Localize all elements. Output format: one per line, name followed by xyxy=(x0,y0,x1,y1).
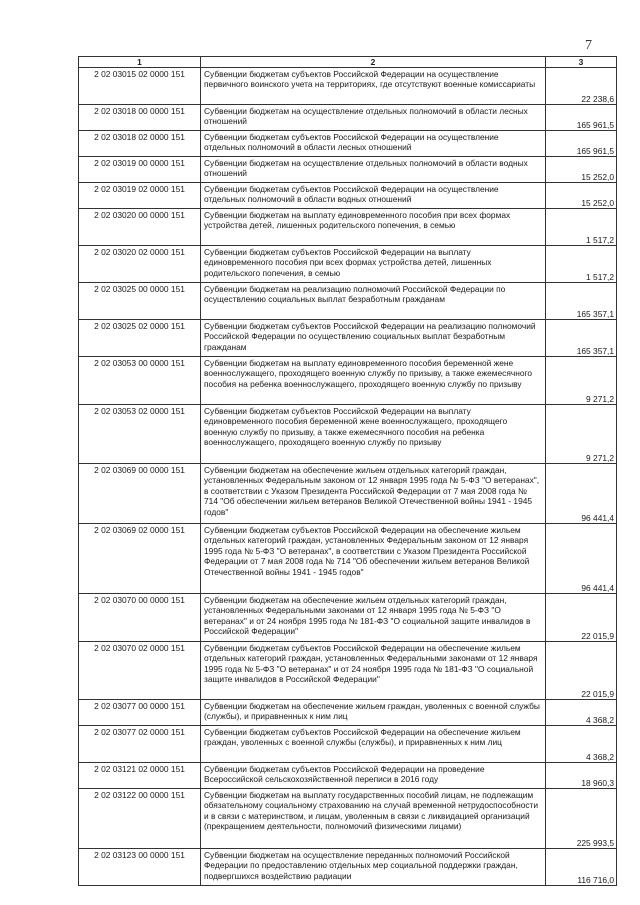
amount-cell: 165 357,1 xyxy=(546,320,617,357)
budget-code-cell: 2 02 03122 00 0000 151 xyxy=(79,789,201,849)
table-row xyxy=(79,464,617,524)
description-cell: Субвенции бюджетам на реализацию полномочий Российской Федерации по осуществлению социальных выплат безработным гражданам xyxy=(201,283,546,320)
column-header-amount: 3 xyxy=(546,57,617,68)
budget-code-cell: 2 02 03020 02 0000 151 xyxy=(79,246,201,283)
page-number: 7 xyxy=(585,38,592,53)
table-row xyxy=(79,726,617,763)
description-cell: Субвенции бюджетам на обеспечение жильем отдельных категорий граждан, установленных Федеральным законом от 12 января 1995 года № 5-ФЗ "О ветеранах", в соответствии с Указом Президента Российской Федерации от 7 мая 2008 года № 714 "Об обеспечении жильем ветеранов Великой Отечественной войны 1941 - 1945 годов" xyxy=(201,464,546,524)
table-row xyxy=(79,524,617,594)
budget-table xyxy=(78,56,617,886)
budget-code-cell: 2 02 03015 02 0000 151 xyxy=(79,68,201,105)
amount-cell: 165 961,5 xyxy=(546,131,617,157)
description-cell: Субвенции бюджетам субъектов Российской Федерации на обеспечение жильем отдельных категорий граждан, установленных Федеральным законом от 12 января 1995 года № 5-ФЗ "О ветеранах", в соответствии с Указом Президента Российской Федерации от 7 мая 2008 года № 714 "Об обеспечении жильем ветеранов Великой Отечественной войны 1941 - 1945 годов" xyxy=(201,524,546,594)
table-header-row xyxy=(79,57,617,68)
budget-code-cell: 2 02 03053 00 0000 151 xyxy=(79,357,201,405)
budget-code-cell: 2 02 03070 02 0000 151 xyxy=(79,642,201,700)
budget-code-cell: 2 02 03070 00 0000 151 xyxy=(79,594,201,642)
description-cell: Субвенции бюджетам субъектов Российской Федерации на выплату единовременного пособия при всех формах устройства детей, лишенных родительского попечения, в семью xyxy=(201,246,546,283)
amount-cell: 18 960,3 xyxy=(546,763,617,789)
amount-cell: 22 238,6 xyxy=(546,68,617,105)
budget-code-cell: 2 02 03069 00 0000 151 xyxy=(79,464,201,524)
budget-code-cell: 2 02 03018 00 0000 151 xyxy=(79,105,201,131)
budget-code-cell: 2 02 03121 02 0000 151 xyxy=(79,763,201,789)
table-row xyxy=(79,105,617,131)
amount-cell: 1 517,2 xyxy=(546,209,617,246)
budget-code-cell: 2 02 03123 00 0000 151 xyxy=(79,849,201,886)
amount-cell: 22 015,9 xyxy=(546,642,617,700)
description-cell: Субвенции бюджетам субъектов Российской Федерации на выплату единовременного пособия беременной жене военнослужащего, проходящего военную службу по призыву, а также ежемесячного пособия на ребенка военнослужащего, проходящего военную службу по призыву xyxy=(201,405,546,464)
amount-cell: 9 271,2 xyxy=(546,357,617,405)
description-cell: Субвенции бюджетам субъектов Российской Федерации на проведение Всероссийской сельскохозяйственной переписи в 2016 году xyxy=(201,763,546,789)
table-row xyxy=(79,157,617,183)
description-cell: Субвенции бюджетам на осуществление отдельных полномочий в области водных отношений xyxy=(201,157,546,183)
table-row xyxy=(79,357,617,405)
table-row xyxy=(79,209,617,246)
column-header-code: 1 xyxy=(79,57,201,68)
budget-code-cell: 2 02 03025 00 0000 151 xyxy=(79,283,201,320)
description-cell: Субвенции бюджетам субъектов Российской Федерации на осуществление первичного воинского учета на территориях, где отсутствуют военные комиссариаты xyxy=(201,68,546,105)
amount-cell: 22 015,9 xyxy=(546,594,617,642)
budget-code-cell: 2 02 03025 02 0000 151 xyxy=(79,320,201,357)
table-row xyxy=(79,594,617,642)
amount-cell: 15 252,0 xyxy=(546,183,617,209)
table-row xyxy=(79,700,617,726)
description-cell: Субвенции бюджетам на обеспечение жильем граждан, уволенных с военной службы (службы), и приравненных к ним лиц xyxy=(201,700,546,726)
table-row xyxy=(79,789,617,849)
description-cell: Субвенции бюджетам субъектов Российской Федерации на осуществление отдельных полномочий в области лесных отношений xyxy=(201,131,546,157)
table-row xyxy=(79,405,617,464)
table-row xyxy=(79,68,617,105)
description-cell: Субвенции бюджетам на осуществление отдельных полномочий в области лесных отношений xyxy=(201,105,546,131)
description-cell: Субвенции бюджетам на осуществление переданных полномочий Российской Федерации по предоставлению отдельных мер социальной поддержки граждан, подвергшихся воздействию радиации xyxy=(201,849,546,886)
table-row xyxy=(79,283,617,320)
amount-cell: 1 517,2 xyxy=(546,246,617,283)
budget-code-cell: 2 02 03020 00 0000 151 xyxy=(79,209,201,246)
column-header-description: 2 xyxy=(201,57,546,68)
table-row xyxy=(79,320,617,357)
amount-cell: 225 993,5 xyxy=(546,789,617,849)
table-row xyxy=(79,763,617,789)
table-row xyxy=(79,849,617,886)
description-cell: Субвенции бюджетам на выплату единовременного пособия беременной жене военнослужащего, проходящего военную службу по призыву, а также ежемесячного пособия на ребенка военнослужащего, проходящего военную службу по призыву xyxy=(201,357,546,405)
description-cell: Субвенции бюджетам на выплату единовременного пособия при всех формах устройства детей, лишенных родительского попечения, в семью xyxy=(201,209,546,246)
description-cell: Субвенции бюджетам субъектов Российской Федерации на обеспечение жильем граждан, уволенных с военной службы (службы), и приравненных к ним лиц xyxy=(201,726,546,763)
budget-code-cell: 2 02 03019 02 0000 151 xyxy=(79,183,201,209)
budget-code-cell: 2 02 03018 02 0000 151 xyxy=(79,131,201,157)
description-cell: Субвенции бюджетам на обеспечение жильем отдельных категорий граждан, установленных Федеральными законами от 12 января 1995 года № 5-ФЗ "О ветеранах" и от 24 ноября 1995 года № 181-ФЗ "О социальной защите инвалидов в Российской Федерации" xyxy=(201,594,546,642)
description-cell: Субвенции бюджетам субъектов Российской Федерации на осуществление отдельных полномочий в области водных отношений xyxy=(201,183,546,209)
table-row xyxy=(79,183,617,209)
budget-code-cell: 2 02 03069 02 0000 151 xyxy=(79,524,201,594)
table-row xyxy=(79,131,617,157)
amount-cell: 165 961,5 xyxy=(546,105,617,131)
budget-code-cell: 2 02 03019 00 0000 151 xyxy=(79,157,201,183)
amount-cell: 165 357,1 xyxy=(546,283,617,320)
budget-code-cell: 2 02 03077 00 0000 151 xyxy=(79,700,201,726)
amount-cell: 15 252,0 xyxy=(546,157,617,183)
description-cell: Субвенции бюджетам на выплату государственных пособий лицам, не подлежащим обязательному социальному страхованию на случай временной нетрудоспособности и в связи с материнством, и лицам, уволенным в связи с ликвидацией организаций (прекращением деятельности, полномочий физическими лицами) xyxy=(201,789,546,849)
description-cell: Субвенции бюджетам субъектов Российской Федерации на реализацию полномочий Российской Федерации по осуществлению социальных выплат безработным гражданам xyxy=(201,320,546,357)
amount-cell: 9 271,2 xyxy=(546,405,617,464)
amount-cell: 4 368,2 xyxy=(546,700,617,726)
budget-code-cell: 2 02 03053 02 0000 151 xyxy=(79,405,201,464)
description-cell: Субвенции бюджетам субъектов Российской Федерации на обеспечение жильем отдельных категорий граждан, установленных Федеральными законами от 12 января 1995 года № 5-ФЗ "О ветеранах" и от 24 ноября 1995 года № 181-ФЗ "О социальной защите инвалидов в Российской Федерации" xyxy=(201,642,546,700)
amount-cell: 116 716,0 xyxy=(546,849,617,886)
table-row xyxy=(79,642,617,700)
table-row xyxy=(79,246,617,283)
budget-code-cell: 2 02 03077 02 0000 151 xyxy=(79,726,201,763)
amount-cell: 96 441,4 xyxy=(546,464,617,524)
amount-cell: 96 441,4 xyxy=(546,524,617,594)
amount-cell: 4 368,2 xyxy=(546,726,617,763)
